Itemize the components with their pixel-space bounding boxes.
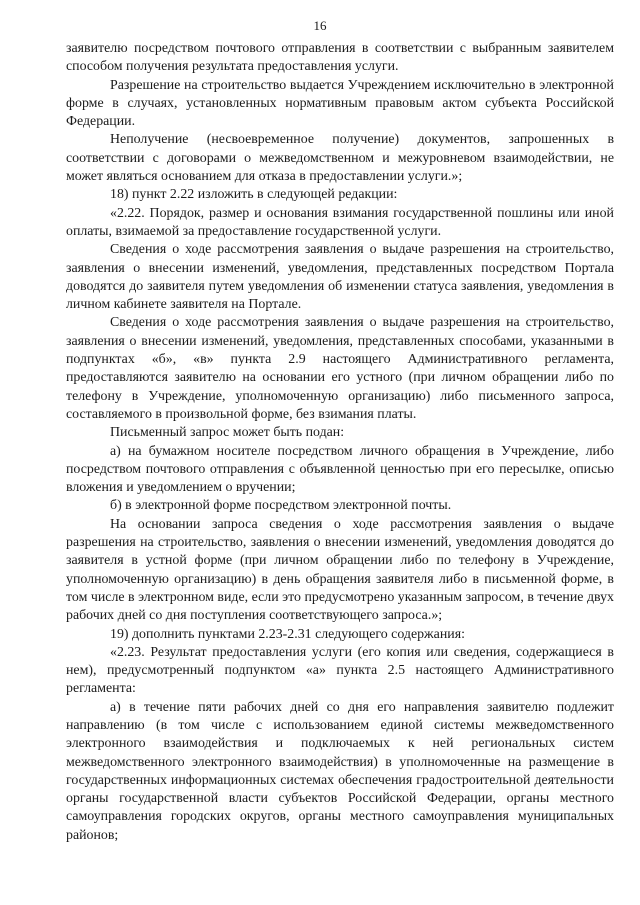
paragraph: Сведения о ходе рассмотрения заявления о выдаче разрешения на строительство, заявления о внесении изменений, уведомления, представленных посредством Портала доводятся до заявителя путем уведомления об изменении статуса заявления, уведомления в личном кабинете заявителя на Портале. <box>66 242 614 313</box>
paragraph: 18) пункт 2.22 изложить в следующей редакции: <box>110 187 398 203</box>
paragraph: Неполучение (несвоевременное получение) документов, запрошенных в соответствии с договорами о межведомственном и межуровневом взаимодействии, не может являться основанием для отказа в предоставлении услуги.»; <box>66 132 614 185</box>
paragraph: заявителю посредством почтового отправления в соответствии с выбранным заявителем способом получения результата предоставления услуги. <box>66 41 614 75</box>
paragraph: «2.23. Результат предоставления услуги (его копия или сведения, содержащиеся в нем), предусмотренный подпунктом «а» пункта 2.5 настоящего Административного регламента: <box>66 644 614 697</box>
paragraph: Письменный запрос может быть подан: <box>110 425 345 441</box>
paragraph: На основании запроса сведения о ходе рассмотрения заявления о выдаче разрешения на строительство, заявления о внесении изменений, уведомления доводятся до заявителя в устной форме (при личном обращении либо по телефону в Учреждение, уполномоченную организацию) в день обращения заявителя либо в письменной форме, в том числе в электронном виде, если это предусмотрено указанным запросом, в течение двух рабочих дней со дня поступления соответствующего запроса.»; <box>66 516 614 624</box>
paragraph: 19) дополнить пунктами 2.23-2.31 следующего содержания: <box>110 626 465 642</box>
paragraph: Разрешение на строительство выдается Учреждением исключительно в электронной форме в случаях, установленных нормативным правовым актом субъекта Российской Федерации. <box>66 77 614 130</box>
paragraph: б) в электронной форме посредством электронной почты. <box>110 498 452 514</box>
paragraph: Сведения о ходе рассмотрения заявления о выдаче разрешения на строительство, заявления о внесении изменений, уведомления, представленных способами, указанными в подпунктах «б», «в» пункта 2.9 настоящего Административного регламента, предоставляются заявителю на основании его устного (при личном обращении либо по телефону в Учреждение, уполномоченную организацию) либо письменного запроса, составляемого в произвольной форме, без взимания платы. <box>66 315 614 422</box>
paragraph: а) в течение пяти рабочих дней со дня его направления заявителю подлежит направлению (в том числе с использованием единой системы межведомственного электронного взаимодействия и подключаемых к ней региональных систем межведомственного электронного взаимодействия) в уполномоченные на размещение в государственных информационных системах обеспечения градостроительной деятельности органы государственной власти субъектов Российской Федерации, органы местного самоуправления городских округов, органы местного самоуправления муниципальных районов; <box>66 699 614 843</box>
paragraph: «2.22. Порядок, размер и основания взимания государственной пошлины или иной оплаты, взимаемой за предоставление государственной услуги. <box>66 205 614 239</box>
paragraph: а) на бумажном носителе посредством личного обращения в Учреждение, либо посредством почтового отправления с объявленной ценностью при его пересылке, описью вложения и уведомлением о вручении; <box>66 443 614 496</box>
page-number: 16 <box>313 18 327 33</box>
document-body <box>66 40 614 845</box>
